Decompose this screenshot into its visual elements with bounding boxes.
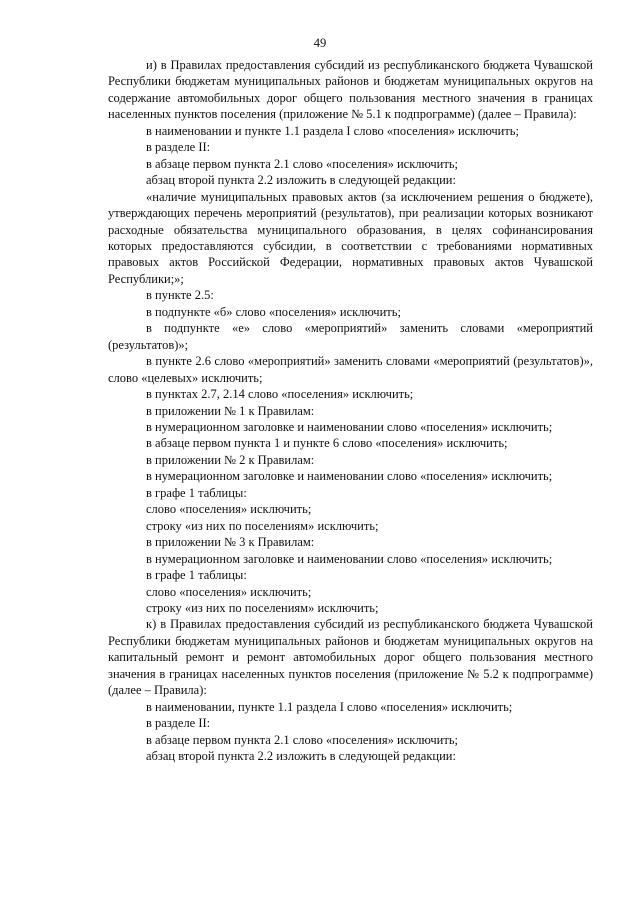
page-number: 49 (313, 36, 327, 50)
paragraph: в нумерационном заголовке и наименовании слово «поселения» исключить; (146, 469, 553, 484)
paragraph: в приложении № 1 к Правилам: (146, 403, 315, 418)
paragraph: в пункте 2.5: (146, 288, 214, 303)
paragraph: слово «поселения» исключить; (146, 502, 312, 517)
paragraph: в абзаце первом пункта 2.1 слово «поселения» исключить; (146, 156, 458, 171)
paragraph: в графе 1 таблицы: (146, 485, 247, 500)
paragraph: строку «из них по поселениям» исключить; (146, 600, 379, 615)
paragraph: в абзаце первом пункта 2.1 слово «поселения» исключить; (146, 732, 458, 747)
paragraph: «наличие муниципальных правовых актов (за исключением решения о бюджете), утверждающих перечень мероприятий (результатов), при реализации которых возникают расходные обязательства муниципального образования, в целях софинансирования которых предоставляются субсидии, в соответствии с требованиями нормативных правовых актов Российской Федерации, нормативных правовых актов Чувашской Республики;»; (108, 189, 593, 286)
paragraph: абзац второй пункта 2.2 изложить в следующей редакции: (146, 749, 456, 764)
paragraph: к) в Правилах предоставления субсидий из республиканского бюджета Чувашской Республики бюджетам муниципальных районов и бюджетам муниципальных округов на капитальный ремонт и ремонт автомобильных дорог общего пользования местного значения в границах населенных пунктов поселения (приложение № 5.2 к подпрограмме) (далее – Правила): (108, 617, 593, 698)
paragraph: в наименовании, пункте 1.1 раздела I слово «поселения» исключить; (146, 699, 513, 714)
paragraph: в пункте 2.6 слово «мероприятий» заменить словами «мероприятий (результатов)», слово «целевых» исключить; (108, 354, 593, 385)
paragraph: и) в Правилах предоставления субсидий из республиканского бюджета Чувашской Республики бюджетам муниципальных районов и бюджетам муниципальных округов на содержание автомобильных дорог общего пользования местного значения в границах населенных пунктов поселения (приложение № 5.1 к подпрограмме) (далее – Правила): (108, 58, 593, 122)
paragraph: в нумерационном заголовке и наименовании слово «поселения» исключить; (146, 551, 553, 566)
paragraph: в нумерационном заголовке и наименовании слово «поселения» исключить; (146, 419, 553, 434)
paragraph: слово «поселения» исключить; (146, 584, 312, 599)
paragraph: абзац второй пункта 2.2 изложить в следующей редакции: (146, 173, 456, 188)
paragraph: в приложении № 3 к Правилам: (146, 535, 315, 550)
paragraph: в разделе II: (146, 140, 211, 155)
paragraph: в подпункте «б» слово «поселения» исключить; (146, 304, 401, 319)
paragraph: строку «из них по поселениям» исключить; (146, 518, 379, 533)
paragraph: в подпункте «е» слово «мероприятий» заменить словами «мероприятий (результатов)»; (108, 321, 593, 352)
paragraph: в графе 1 таблицы: (146, 568, 247, 583)
paragraph: в наименовании и пункте 1.1 раздела I слово «поселения» исключить; (146, 123, 519, 138)
paragraph: в приложении № 2 к Правилам: (146, 452, 315, 467)
paragraph: в разделе II: (146, 716, 211, 731)
paragraph: в абзаце первом пункта 1 и пункте 6 слово «поселения» исключить; (146, 436, 508, 451)
paragraph: в пунктах 2.7, 2.14 слово «поселения» исключить; (146, 387, 414, 402)
document-body (108, 57, 593, 764)
